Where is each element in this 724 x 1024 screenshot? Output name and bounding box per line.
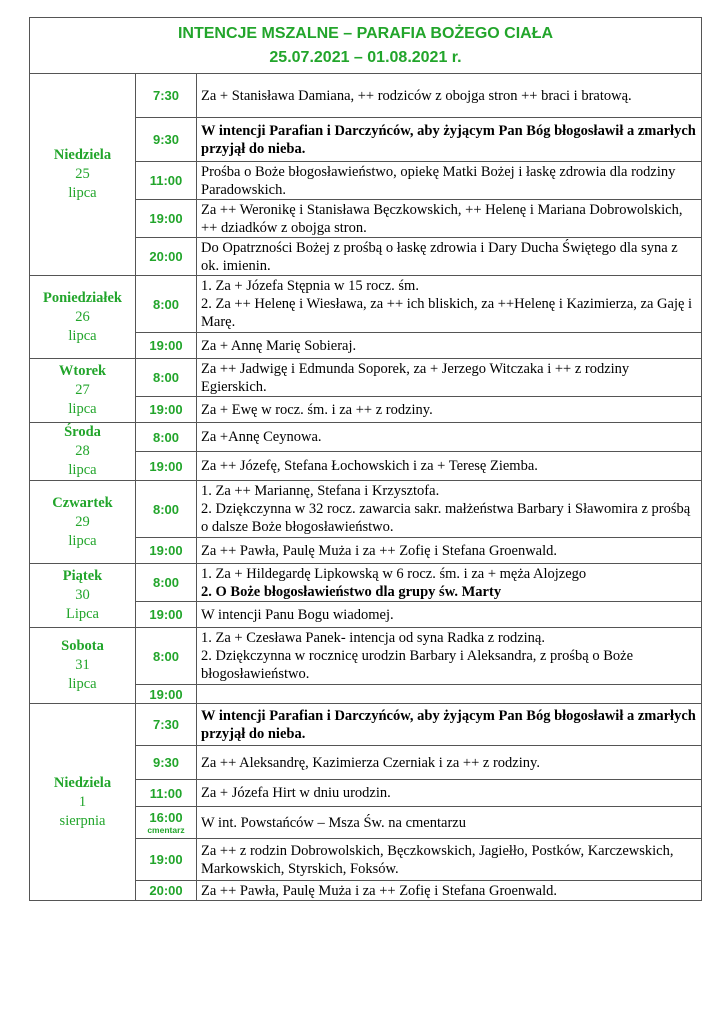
day-name: Poniedziałek [43, 289, 122, 306]
day-number: 30 [75, 587, 90, 603]
day-month: sierpnia [59, 812, 106, 829]
intention-text: Za + Józefa Hirt w dniu urodzin. [201, 785, 391, 801]
mass-time-note: cmentarz [147, 825, 185, 835]
mass-time: 19:00 [149, 686, 183, 702]
mass-time: 19:00 [149, 852, 183, 867]
mass-intention-cell [197, 333, 702, 359]
day-cell [30, 276, 136, 359]
intention-line: 1. Za + Józefa Stępnia w 15 rocz. śm. [201, 278, 419, 294]
page-title: INTENCJE MSZALNE – PARAFIA BOŻEGO CIAŁA [177, 24, 554, 42]
day-month: lipca [68, 185, 97, 201]
intention-text: Za ++ Weronikę i Stanisława Bęczkowskich, ++ Helenę i Mariana Dobrowolskich, ++ dziadków z obojga stron. [201, 201, 683, 236]
mass-intention-cell [197, 602, 702, 628]
intention-text: Za ++ Jadwigę i Edmunda Soporek, za + Jerzego Witczaka i ++ z rodziny Egierskich. [201, 360, 630, 395]
day-name: Piątek [62, 568, 103, 584]
mass-time: 9:30 [152, 755, 180, 770]
day-name: Czwartek [52, 494, 113, 511]
mass-time-cell [136, 881, 197, 901]
intention-text: Do Opatrzności Bożej z prośbą o łaskę zdrowia i Dary Ducha Świętego dla syna z ok. imienin. [201, 239, 678, 274]
intention-line: 2. O Boże błogosławieństwo dla grupy św. Marty [201, 583, 502, 600]
day-month: lipca [68, 327, 97, 344]
mass-time-cell [136, 746, 197, 780]
mass-time-cell [136, 602, 197, 628]
mass-time-cell [136, 238, 197, 276]
mass-time-cell [136, 685, 197, 704]
day-cell [30, 481, 136, 564]
mass-intention-cell [197, 452, 702, 481]
mass-time: 11:00 [149, 173, 183, 188]
mass-time-cell [136, 538, 197, 564]
mass-time-cell [136, 200, 197, 238]
mass-time-cell [136, 704, 197, 746]
mass-intention-cell [197, 481, 702, 538]
mass-time: 9:30 [152, 132, 180, 147]
mass-time-cell [136, 452, 197, 481]
mass-intention-cell [197, 685, 702, 704]
mass-time: 11:00 [149, 785, 183, 801]
day-number: 26 [75, 308, 90, 325]
day-month: lipca [68, 532, 97, 549]
mass-intention-cell [197, 881, 702, 901]
mass-intention-cell [197, 359, 702, 397]
mass-row [30, 359, 702, 397]
mass-intention-cell [197, 780, 702, 807]
mass-time: 19:00 [149, 607, 183, 622]
mass-time: 19:00 [149, 543, 183, 558]
mass-intention-cell [197, 746, 702, 780]
day-cell [30, 74, 136, 276]
intention-line: 2. Dziękczynna w 32 rocz. zawarcia sakr. małżeństwa Barbary i Sławomira z prośbą o dalsze Boże błogosławieństwo. [201, 501, 691, 535]
mass-intention-cell [197, 276, 702, 333]
mass-intention-cell [197, 564, 702, 602]
mass-intention-cell [197, 628, 702, 685]
mass-time-cell [136, 359, 197, 397]
day-cell [30, 564, 136, 628]
mass-time-cell [136, 564, 197, 602]
mass-intention-cell [197, 162, 702, 200]
day-name: Niedziela [53, 774, 112, 791]
mass-row [30, 564, 702, 602]
mass-row [30, 628, 702, 685]
mass-time-cell [136, 162, 197, 200]
day-name: Wtorek [58, 363, 107, 379]
mass-intention-cell [197, 200, 702, 238]
mass-intention-cell [197, 839, 702, 881]
mass-time-cell [136, 780, 197, 807]
day-month: lipca [68, 462, 97, 478]
day-month: lipca [68, 676, 97, 692]
mass-time: 7:30 [152, 717, 180, 732]
mass-time-cell [136, 423, 197, 452]
day-month: Lipca [65, 606, 99, 622]
mass-intention-cell [197, 118, 702, 162]
intention-text: W int. Powstańców – Msza Św. na cmentarzu [201, 814, 466, 831]
mass-time: 19:00 [149, 402, 183, 417]
intention-text: Za + Stanisława Damiana, ++ rodziców z obojga stron ++ braci i bratową. [201, 87, 632, 104]
mass-time-cell [136, 276, 197, 333]
mass-time-cell [136, 74, 197, 118]
intention-text: Za ++ Pawła, Paulę Muża i za ++ Zofię i Stefana Groenwald. [201, 542, 558, 559]
header-cell [30, 18, 702, 74]
mass-time: 16:00 [149, 810, 183, 825]
day-cell [30, 359, 136, 423]
day-name: Środa [64, 424, 101, 440]
intentions-table [29, 17, 702, 901]
mass-time: 8:00 [152, 429, 180, 445]
mass-time: 8:00 [152, 370, 180, 385]
mass-intention-cell [197, 704, 702, 746]
intention-text: Za ++ Józefę, Stefana Łochowskich i za + Teresę Ziemba. [201, 458, 538, 474]
day-number: 25 [75, 166, 90, 182]
date-range: 25.07.2021 – 01.08.2021 r. [269, 48, 462, 66]
intention-text: W intencji Parafian i Darczyńców, aby żyjącym Pan Bóg błogosławił a zmarłych przyjął do nieba. [201, 707, 696, 742]
mass-row [30, 481, 702, 538]
day-cell [30, 628, 136, 704]
mass-time: 7:30 [152, 88, 180, 103]
intention-text: Za ++ Aleksandrę, Kazimierza Czerniak i za ++ z rodziny. [201, 754, 540, 771]
day-name: Niedziela [53, 147, 112, 163]
mass-time-cell [136, 397, 197, 423]
intention-line: 1. Za ++ Mariannę, Stefana i Krzysztofa. [201, 483, 440, 499]
day-number: 27 [75, 382, 90, 398]
mass-intention-cell [197, 807, 702, 839]
mass-intention-cell [197, 538, 702, 564]
day-month: lipca [68, 401, 97, 417]
intention-text: Za + Ewę w rocz. śm. i za ++ z rodziny. [201, 401, 433, 418]
mass-intention-cell [197, 74, 702, 118]
day-cell [30, 423, 136, 481]
mass-time: 20:00 [149, 249, 183, 264]
intention-line: 2. Za ++ Helenę i Wiesława, za ++ ich bliskich, za ++Helenę i Kazimierza, za Gaję i Marę. [201, 296, 693, 330]
intention-text: W intencji Parafian i Darczyńców, aby żyjącym Pan Bóg błogosławił a zmarłych przyjął do nieba. [201, 122, 696, 157]
mass-time: 20:00 [149, 883, 183, 898]
mass-time: 19:00 [149, 458, 183, 474]
intention-text: W intencji Panu Bogu wiadomej. [201, 606, 394, 623]
mass-time: 8:00 [152, 648, 180, 664]
intention-line: 1. Za + Hildegardę Lipkowską w 6 rocz. śm. i za + męża Alojzego [201, 565, 587, 582]
mass-time-cell [136, 118, 197, 162]
day-number: 31 [75, 657, 90, 673]
mass-intention-cell [197, 397, 702, 423]
intention-text: Za +Annę Ceynowa. [201, 429, 322, 445]
mass-row [30, 704, 702, 746]
intention-text: Za ++ Pawła, Paulę Muża i za ++ Zofię i Stefana Groenwald. [201, 882, 558, 899]
day-number: 28 [75, 443, 90, 459]
day-number: 29 [75, 513, 90, 530]
mass-time: 8:00 [152, 501, 180, 517]
mass-time: 8:00 [152, 575, 180, 590]
mass-time-cell [136, 481, 197, 538]
mass-time: 19:00 [149, 211, 183, 226]
intention-line: 1. Za + Czesława Panek- intencja od syna Radka z rodziną. [201, 630, 545, 646]
mass-time-cell [136, 839, 197, 881]
intention-text: Za + Annę Marię Sobieraj. [201, 337, 357, 354]
mass-time-cell [136, 333, 197, 359]
mass-intention-cell [197, 423, 702, 452]
intention-text: Prośba o Boże błogosławieństwo, opiekę Matki Bożej i łaskę zdrowia dla rodziny Paradowskich. [201, 163, 676, 198]
day-name: Sobota [61, 638, 104, 654]
mass-row [30, 276, 702, 333]
intention-text: Za ++ z rodzin Dobrowolskich, Bęczkowskich, Jagiełło, Postków, Karczewskich, Markowskich, Styrskich, Foksów. [201, 842, 674, 877]
mass-row [30, 74, 702, 118]
intention-line: 2. Dziękczynna w rocznicę urodzin Barbary i Aleksandra, z prośbą o Boże błogosławieństwo. [201, 648, 634, 682]
mass-time: 19:00 [149, 338, 183, 353]
mass-intention-cell [197, 238, 702, 276]
day-number: 1 [78, 793, 87, 810]
mass-time-cell [136, 628, 197, 685]
day-cell [30, 704, 136, 901]
mass-time: 8:00 [152, 296, 180, 312]
mass-time-cell [136, 807, 197, 839]
mass-row [30, 423, 702, 452]
